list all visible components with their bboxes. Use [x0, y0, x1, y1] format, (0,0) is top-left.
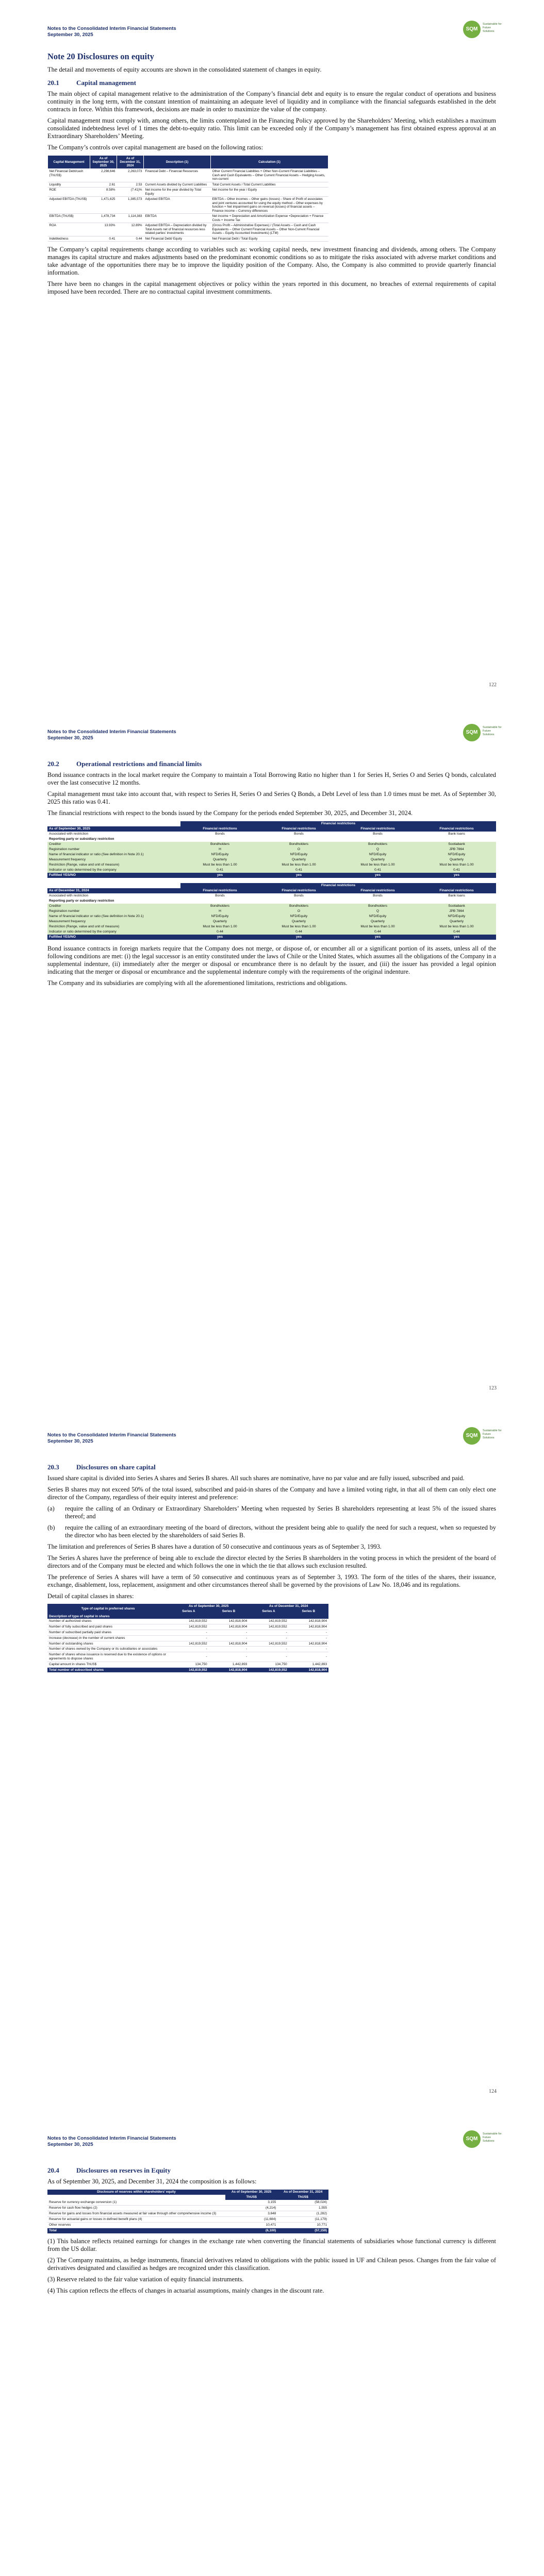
- paragraph: There have been no changes in the capital management objectives or policy within the years reported in this document, no breaches of external requirements of capital imposed have been recorded. There are no contractual capital investment commitments.: [47, 280, 496, 295]
- paragraph: The Company and its subsidiaries are complying with all the aforementioned limitations, restrictions and obligations.: [47, 979, 348, 987]
- table-row: Reserve for cash flow hedges (2) (4,214) 1,555: [47, 2206, 328, 2211]
- sqm-logo: SQM Sustainable for Future Solutions: [463, 1427, 500, 1447]
- list-item: (a) require the calling of an Ordinary or Extraordinary Shareholders’ Meeting when requested by Series B shareholders representing at least 5% of the issued shares thereof; and: [47, 1505, 496, 1520]
- section-heading: 20.1 Capital management: [47, 79, 136, 87]
- footnote: (2) The Company maintains, as hedge instruments, financial derivatives related to obligations with the public issued in UF and Chilean pesos. Changes from the fair value of derivatives designated and classified as hedges are recognized under this classification.: [47, 2257, 496, 2272]
- page-125: [0, 2110, 544, 2576]
- paragraph: The limitation and preferences of Series B shares have a duration of 50 consecutive and continuous years as of September 3, 1993.: [47, 1543, 382, 1550]
- table-row: Number of authorized shares 142,819,552 142,818,904 142,819,552 142,818,904: [47, 1619, 328, 1624]
- table-row: Capital amount in shares ThUS$ 134,750 1,442,893 134,750 1,442,893: [47, 1662, 328, 1667]
- note-title: Note 20 Disclosures on equity: [47, 52, 154, 61]
- page-number: 123: [489, 1385, 497, 1391]
- table-row: Registration number H O Q JPB 7864: [47, 847, 496, 852]
- footnote: (3) Reserve related to the fair value variation of equity financial instruments.: [47, 2276, 244, 2283]
- paragraph: Bond issuance contracts in foreign markets require that the Company does not merge, or dispose of, or encumber all or a significant portion of its assets, unless all of the following conditions are met: (i) the legal successor is an entity constituted under the laws of Chile or the United States, which assumes all the obligations of the Company in a supplemental indenture, (ii) immediately after the merger or disposal or encumbrance there is no default by the issuer, and (iii) the issuer has provided a legal opinion indicating that the merger or disposal or encumbrance and the supplemental indenture comply with the requirements of the original indenture.: [47, 945, 496, 975]
- section-heading: 20.2 Operational restrictions and financial limits: [47, 760, 202, 768]
- sqm-logo: SQM Sustainable for Future Solutions: [463, 21, 500, 40]
- footnote: (1) This balance reflects retained earnings for changes in the exchange rate when converting the financial statements of subsidiaries whose functional currency is different from the US dollar.: [47, 2238, 496, 2252]
- running-header: Notes to the Consolidated Interim Financial Statements September 30, 2025: [47, 2136, 176, 2147]
- paragraph: Series B shares may not exceed 50% of the total issued, subscribed and paid-in shares of the Company and have a limited voting right, in that all of them can only elect one director of the Company, regardless of their equity interest and preference:: [47, 1486, 496, 1501]
- list-item: (b) require the calling of an extraordinary meeting of the board of directors, without the president being able to qualify the need for such a request, when so requested by the director who has been elected by the shareholders of said Series B.: [47, 1524, 496, 1539]
- table-row: Fulfilled YES/NO yes yes yes yes: [47, 935, 496, 940]
- table-row: Reserve for gains and losses from financial assets measured at fair value through other comprehensive income (3) 3,648 (1,282): [47, 2211, 328, 2217]
- paragraph: The financial restrictions with respect to the bonds issued by the Company for the periods ended September 30, 2025, and December 31, 2024.: [47, 809, 413, 817]
- intro-paragraph: The detail and movements of equity accounts are shown in the consolidated statement of changes in equity.: [47, 66, 322, 73]
- table-row: Reserve for currency exchange conversion (1) 3,155 (58,024): [47, 2200, 328, 2206]
- paragraph: The Company’s capital requirements change according to variables such as: working capital needs, new investment financing and dividends, among others. The Company manages its capital structure and makes adjustments based on the predominant economic conditions so as to mitigate the risks associated with adverse market conditions and take advantage of the opportunities there may be to improve the liquidity position of the Company. Also, the Company is also committed to provide quarterly financial information.: [47, 246, 496, 276]
- table-row: Restriction (Range, value and unit of measure) Must be less than 1.00 Must be less than 1.00 Must be less than 1.00 Must be less than 1.00: [47, 924, 496, 929]
- paragraph: The Series A shares have the preference of being able to exclude the director elected by the Series B shareholders in the voting process in which the president of the board of directors and of the Company must be elected and which follows the one in which the tie that allows such exclusion resulted.: [47, 1554, 496, 1569]
- table-row: Number of subscribed partially paid shares - - - -: [47, 1630, 328, 1635]
- table-row: Fulfilled YES/NO yes yes yes yes: [47, 873, 496, 878]
- paragraph: As of September 30, 2025, and December 31, 2024 the composition is as follows:: [47, 2178, 257, 2185]
- table-row: EBITDA (ThUS$) 1,478,734 1,114,383 EBITDA Net income + Depreciation and Amortization Expense +Depreciation + Finance Costs + Income Tax: [48, 214, 328, 223]
- paragraph: The Company’s controls over capital management are based on the following ratios:: [47, 144, 263, 151]
- table-row: Measurement frequency Quarterly Quarterly Quarterly Quarterly: [47, 857, 496, 862]
- page-122: [0, 0, 544, 703]
- table-row: Measurement frequency Quarterly Quarterly Quarterly Quarterly: [47, 919, 496, 924]
- table-row: Net Financial Debt/cash (ThUS$) 2,298,646 2,263,073 Financial Debt – Financial Resources Other Current Financial Liabilities + Other Non-Current Financial Liabilities – Cash and Cash Equivalents – Other Current Financial Assets – Hedging Assets, non-current: [48, 169, 328, 182]
- paragraph: Capital management must comply with, among others, the limits contemplated in the Financing Policy approved by the Shareholders’ Meeting, which establishes a maximum consolidated indebtedness level of 1 times the debt-to-equity ratio. This limit can be exceeded only if the Company’s management has first obtained express approval at an Extraordinary Shareholders’ Meeting.: [47, 117, 496, 140]
- table-row: Registration number H O Q JPB 7864: [47, 909, 496, 914]
- table-row: Reporting party or subsidiary restriction: [47, 837, 496, 842]
- table-row: Liquidity 2.61 2.53 Current Assets divided by Current Liabilities Total Current Assets / Total Current Liabilities: [48, 182, 328, 188]
- table-row: Name of financial indicator or ratio (See definition in Note 20.1) NFD/Equity NFD/Equity NFD/Equity NFD/Equity: [47, 914, 496, 919]
- table-row: Associated with restriction Bonds Bonds Bonds Bank loans: [47, 832, 496, 837]
- paragraph: Issued share capital is divided into Series A shares and Series B shares. All such shares are nominative, have no par value and are fully issued, subscribed and paid.: [47, 1475, 465, 1482]
- table-row: Other reserves 10,471 10,771: [47, 2223, 328, 2228]
- section-heading: 20.3 Disclosures on share capital: [47, 1463, 156, 1471]
- table-row: Restriction (Range, value and unit of measure) Must be less than 1.00 Must be less than 1.00 Must be less than 1.00 Must be less than 1.00: [47, 862, 496, 868]
- table-row: Reporting party or subsidiary restriction: [47, 899, 496, 904]
- running-header: Notes to the Consolidated Interim Financial Statements September 30, 2025: [47, 26, 176, 38]
- running-header: Notes to the Consolidated Interim Financial Statements September 30, 2025: [47, 1432, 176, 1444]
- page-number: 122: [489, 682, 497, 688]
- table-row: Creditor Bondholders Bondholders Bondholders Scotiabank: [47, 904, 496, 909]
- capital-management-table: [47, 155, 328, 242]
- table-row: Increase (decrease) in the number of current shares - - - -: [47, 1635, 328, 1641]
- section-heading: 20.4 Disclosures on reserves in Equity: [47, 2166, 171, 2174]
- table-row: Adjusted EBITDA (ThUS$) 1,471,625 1,385,573 Adjusted EBITDA EBITDA – Other incomes – Other gains (losses) - Share of Profit of associates and joint ventures accounted for using the equity method – Other expenses by function + Net impairment gains on reversal (losses) of financial assets – Finance income – Currency differences: [48, 197, 328, 214]
- share-capital-table: Type of capital in preferred shares As of September 30, 2025 As of December 31, 2024 Series A Series B Series A Series B Description of type of capital in shares Number of authorized shares 142,819,552 142,818,904 142,819,552 142,818,904 Number of fully subscribed and paid shares 142,819,552 142,818,904 142,819,552 142,818,904 Number of subscribed partially paid shares - - - - Increase (decrease) in the number of current shares - - - - Number of outstanding shares 142,819,552 142,818,904 142,819,552 142,818,904 Number of shares owned by the Company or its subsidiaries or associates - - - - Number of shares whose issuance is reserved due to the existence of options or agreements to dispose shares - - - - Capital amount in shares ThUS$ 134,750 1,442,893 134,750 1,442,893 Total number of subscribed shares 142,819,552 142,818,904 142,819,552 142,818,904: [47, 1604, 328, 1672]
- running-header: Notes to the Consolidated Interim Financial Statements September 30, 2025: [47, 729, 176, 741]
- page-123: [0, 703, 544, 1406]
- reserves-table: Disclosure of reserves within shareholders’ equity As of September 30, 2025 As of December 31, 2024 ThUS$ ThUS$ Reserve for currency exchange conversion (1) 3,155 (58,024) Reserve for cash flow hedges (2) (4,214) 1,555 Reserve for gains and losses from financial assets measured at fair value through other comprehensive income (3) 3,648 (1,282) Reserve for actuarial gains or losses in defined benefit plans (4) (11,684) (11,179) Other reserves 10,471 10,771 Total (6,100) (57,159): [47, 2190, 328, 2233]
- paragraph: Detail of capital classes in shares:: [47, 1592, 134, 1600]
- table-row: Reserve for actuarial gains or losses in defined benefit plans (4) (11,684) (11,179): [47, 2217, 328, 2223]
- table-row: Number of shares owned by the Company or its subsidiaries or associates - - - -: [47, 1647, 328, 1652]
- table-header-row: Capital Management As of September 30, 2025 As of December 31, 2024 Description (1) Calculation (1): [48, 156, 328, 169]
- table-row: Associated with restriction Bonds Bonds Bonds Bank loans: [47, 893, 496, 899]
- table-row: Creditor Bondholders Bondholders Bondholders Scotiabank: [47, 842, 496, 847]
- paragraph: Capital management must take into account that, with respect to Series H, Series O and Series Q Bonds, a Debt Level of less than 1.0 times must be met. As of September 30, 2025 this ratio was 0.41.: [47, 790, 496, 805]
- sqm-logo: SQM Sustainable for Future Solutions: [463, 2130, 500, 2150]
- restrictions-table-2025: Financial restrictions As of September 30, 2025 Financial restrictions Financial restrictions Financial restrictions Financial restrictions Associated with restriction Bonds Bonds Bonds Bank loans Reporting party or subsidiary restriction Creditor Bondholders Bondholders Bondholders Scotiabank Registration number H O Q JPB 7864 Name of financial indicator or ratio (See definition in Note 20.1) NFD/Equity NFD/Equity NFD/Equity NFD/Equity Measurement frequency Quarterly Quarterly Quarterly Quarterly Restriction (Range, value and unit of measure) Must be less than 1.00 Must be less than 1.00 Must be less than 1.00 Must be less than 1.00 Indicator or ratio determined by the company 0.41 0.41 0.41 0.41 Fulfilled YES/NO yes yes yes yes: [47, 821, 496, 878]
- page-number: 124: [489, 2089, 497, 2094]
- table-row: Number of shares whose issuance is reserved due to the existence of options or agreements to dispose shares - - - -: [47, 1652, 328, 1662]
- page-124: [0, 1406, 544, 2110]
- sqm-logo: SQM Sustainable for Future Solutions: [463, 724, 500, 743]
- table-row: Indebtedness 0.41 0.44 Net Financial Debt/ Equity Net Financial Debt / Total Equity: [48, 236, 328, 242]
- paragraph: The preference of Series A shares will have a term of 50 consecutive and continuous years as of September 3, 1993. The form of the titles of the shares, their issuance, exchange, disablement, loss, replacement, assignment and other circumstances thereof shall be governed by the provisions of Law No. 18,046 and its regulations.: [47, 1573, 496, 1588]
- table-row: ROE 8.58% (7.41)% Net income for the year divided by Total Equity Net income for the year / Equity: [48, 188, 328, 197]
- table-row: ROA 13.93% 12.89% Adjusted EBITDA – Depreciation divided by Total Assets net of financial resources less related parties’ investments (Gross Profit – Administrative Expenses) / (Total Assets – Cash and Cash Equivalents – Other Current Financial Assets – Other Non-Current Financial Assets – Equity Accounted Investments) (LTM): [48, 223, 328, 236]
- table-row: Indicator or ratio determined by the company 0.44 0.44 0.44 0.44: [47, 929, 496, 935]
- paragraph: The main object of capital management relative to the administration of the Company’s financial debt and equity is to ensure the regular conduct of operations and business continuity in the long term, with the constant intention of maintaining an adequate level of liquidity and in compliance with the financial safeguards established in the debt contracts in force. Within this framework, decisions are made in order to maximize the value of the company.: [47, 90, 496, 113]
- footnote: (4) This caption reflects the effects of changes in actuarial assumptions, mainly changes in the discount rate.: [47, 2287, 324, 2294]
- table-row: Indicator or ratio determined by the company 0.41 0.41 0.41 0.41: [47, 868, 496, 873]
- table-row: Name of financial indicator or ratio (See definition in Note 20.1) NFD/Equity NFD/Equity NFD/Equity NFD/Equity: [47, 852, 496, 857]
- restrictions-table-2024: Financial restrictions As of December 31, 2024 Financial restrictions Financial restrictions Financial restrictions Financial restrictions Associated with restriction Bonds Bonds Bonds Bank loans Reporting party or subsidiary restriction Creditor Bondholders Bondholders Bondholders Scotiabank Registration number H O Q JPB 7864 Name of financial indicator or ratio (See definition in Note 20.1) NFD/Equity NFD/Equity NFD/Equity NFD/Equity Measurement frequency Quarterly Quarterly Quarterly Quarterly Restriction (Range, value and unit of measure) Must be less than 1.00 Must be less than 1.00 Must be less than 1.00 Must be less than 1.00 Indicator or ratio determined by the company 0.44 0.44 0.44 0.44 Fulfilled YES/NO yes yes yes yes: [47, 883, 496, 940]
- table-row: Number of outstanding shares 142,819,552 142,818,904 142,819,552 142,818,904: [47, 1641, 328, 1647]
- table-row: Number of fully subscribed and paid shares 142,819,552 142,818,904 142,819,552 142,818,904: [47, 1624, 328, 1630]
- paragraph: Bond issuance contracts in the local market require the Company to maintain a Total Borrowing Ratio no higher than 1 for Series H, Series O and Series Q bonds, calculated over the last consecutive 12 months.: [47, 771, 496, 786]
